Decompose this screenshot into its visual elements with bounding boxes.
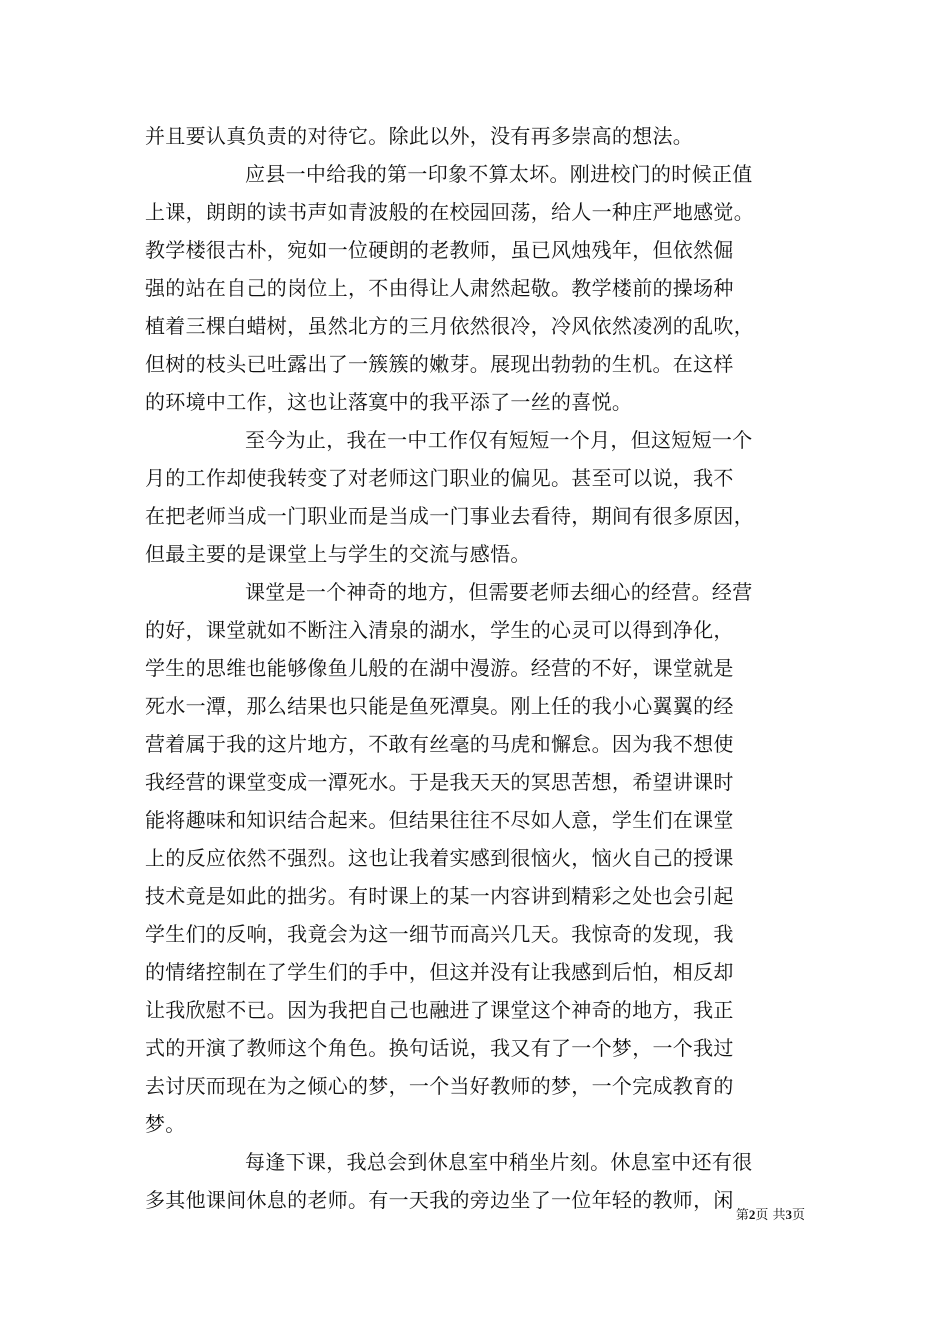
text-line: 让我欣慰不已。因为我把自己也融进了课堂这个神奇的地方，我正 bbox=[145, 998, 734, 1022]
text-line: 并且要认真负责的对待它。除此以外，没有再多崇高的想法。 bbox=[145, 124, 694, 148]
paragraph-start: 课堂是一个神奇的地方，但需要老师去细心的经营。经营 bbox=[245, 580, 753, 604]
text-line: 植着三棵白蜡树，虽然北方的三月依然很冷，冷风依然凌冽的乱吹， bbox=[145, 314, 754, 338]
text-line: 式的开演了教师这个角色。换句话说，我又有了一个梦，一个我过 bbox=[145, 1036, 734, 1060]
total-page-count: 3 bbox=[785, 1207, 792, 1222]
footer-prefix: 第 bbox=[735, 1208, 749, 1223]
text-line: 的情绪控制在了学生们的手中，但这并没有让我感到后怕，相反却 bbox=[145, 960, 734, 984]
current-page-number: 2 bbox=[748, 1207, 756, 1222]
text-line: 上课，朗朗的读书声如青波般的在校园回荡，给人一种庄严地感觉。 bbox=[145, 200, 754, 224]
text-line: 梦。 bbox=[145, 1112, 186, 1136]
text-line: 但最主要的是课堂上与学生的交流与感悟。 bbox=[145, 542, 531, 566]
footer-suffix: 页 bbox=[791, 1208, 805, 1223]
paragraph-start: 每逢下课，我总会到休息室中稍坐片刻。休息室中还有很 bbox=[245, 1150, 753, 1174]
text-line: 技术竟是如此的拙劣。有时课上的某一内容讲到精彩之处也会引起 bbox=[145, 884, 734, 908]
text-line: 月的工作却使我转变了对老师这门职业的偏见。甚至可以说，我不 bbox=[145, 466, 734, 490]
text-line: 强的站在自己的岗位上，不由得让人肃然起敬。教学楼前的操场种 bbox=[145, 276, 734, 300]
text-line: 在把老师当成一门职业而是当成一门事业去看待，期间有很多原因， bbox=[145, 504, 754, 528]
text-line: 学生们的反响，我竟会为这一细节而高兴几天。我惊奇的发现，我 bbox=[145, 922, 734, 946]
text-line: 教学楼很古朴，宛如一位硬朗的老教师，虽已风烛残年，但依然倔 bbox=[145, 238, 734, 262]
text-line: 学生的思维也能够像鱼儿般的在湖中漫游。经营的不好，课堂就是 bbox=[145, 656, 734, 680]
text-line: 我经营的课堂变成一潭死水。于是我天天的冥思苦想，希望讲课时 bbox=[145, 770, 734, 794]
text-line: 但树的枝头已吐露出了一簇簇的嫩芽。展现出勃勃的生机。在这样 bbox=[145, 352, 734, 376]
text-line: 的好，课堂就如不断注入清泉的湖水，学生的心灵可以得到净化， bbox=[145, 618, 734, 642]
page-footer bbox=[736, 1206, 805, 1225]
paragraph-start: 应县一中给我的第一印象不算太坏。刚进校门的时候正值 bbox=[245, 162, 753, 186]
text-line: 多其他课间休息的老师。有一天我的旁边坐了一位年轻的教师，闲 bbox=[145, 1188, 734, 1212]
paragraph-start: 至今为止，我在一中工作仅有短短一个月，但这短短一个 bbox=[245, 428, 753, 452]
footer-middle: 页 共 bbox=[755, 1208, 786, 1223]
text-line: 死水一潭，那么结果也只能是鱼死潭臭。刚上任的我小心翼翼的经 bbox=[145, 694, 734, 718]
text-line: 能将趣味和知识结合起来。但结果往往不尽如人意，学生们在课堂 bbox=[145, 808, 734, 832]
text-line: 营着属于我的这片地方，不敢有丝毫的马虎和懈怠。因为我不想使 bbox=[145, 732, 734, 756]
text-line: 去讨厌而现在为之倾心的梦，一个当好教师的梦，一个完成教育的 bbox=[145, 1074, 734, 1098]
text-line: 上的反应依然不强烈。这也让我着实感到很恼火，恼火自己的授课 bbox=[145, 846, 734, 870]
text-line: 的环境中工作，这也让落寞中的我平添了一丝的喜悦。 bbox=[145, 390, 633, 414]
